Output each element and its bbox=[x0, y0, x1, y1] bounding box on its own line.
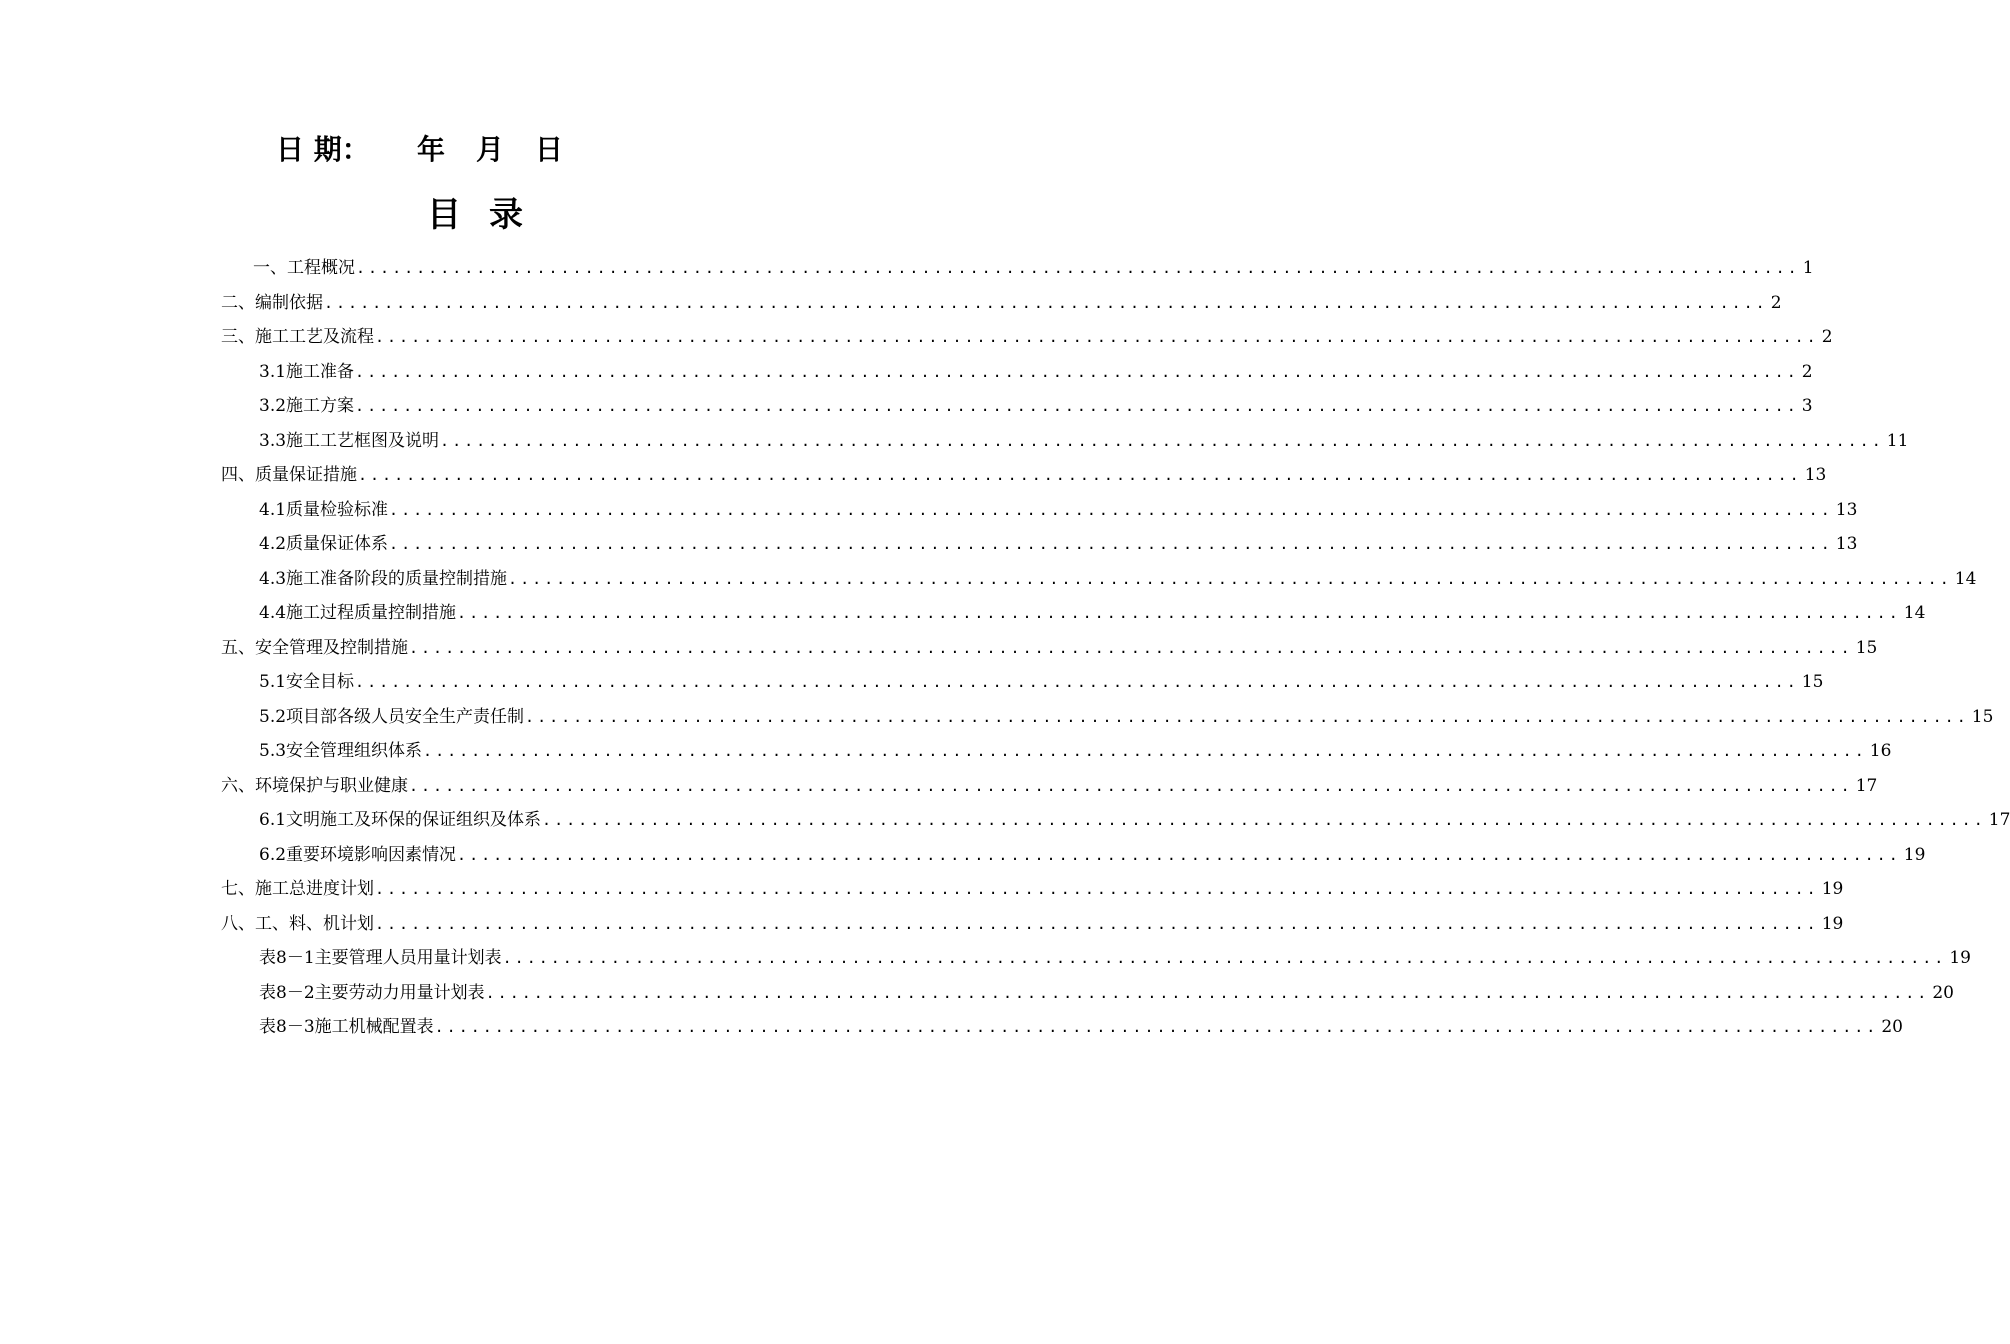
toc-entry-label: 项目部各级人员安全生产责任制 bbox=[286, 707, 525, 727]
toc-leader-dots: ........................................................................................................................ bbox=[355, 363, 1799, 381]
toc-entry-label: 施工过程质量控制措施 bbox=[286, 603, 457, 623]
toc-entry[interactable] bbox=[259, 429, 1909, 453]
toc-entry-number: 3.2 bbox=[259, 396, 287, 416]
toc-entry-number: 4.1 bbox=[259, 500, 287, 520]
toc-entry-number: 6.2 bbox=[259, 845, 287, 865]
toc-entry[interactable] bbox=[259, 981, 1954, 1005]
toc-entry-label: 文明施工及环保的保证组织及体系 bbox=[286, 810, 542, 830]
toc-entry-number: 4.4 bbox=[259, 603, 287, 623]
toc-entry-number: 3.1 bbox=[259, 362, 287, 382]
toc-entry-page: 13 bbox=[1804, 465, 1827, 485]
toc-entry-label: 主要管理人员用量计划表 bbox=[314, 948, 502, 968]
toc-leader-dots: ........................................................................................................................ bbox=[355, 673, 1799, 691]
toc-leader-dots: ........................................................................................................................ bbox=[457, 604, 1901, 622]
toc-leader-dots: ........................................................................................................................ bbox=[423, 742, 1867, 760]
toc-entry-label: 施工方案 bbox=[286, 396, 355, 416]
toc-entry-label: 施工工艺框图及说明 bbox=[286, 431, 440, 451]
toc-entry-label: 安全目标 bbox=[286, 672, 355, 692]
toc-leader-dots: ........................................................................................................................ bbox=[375, 328, 1819, 346]
toc-entry-page: 14 bbox=[1903, 603, 1926, 623]
toc-entry[interactable] bbox=[221, 912, 1844, 936]
toc-leader-dots: ........................................................................................................................ bbox=[508, 570, 1952, 588]
toc-entry[interactable] bbox=[259, 360, 1813, 384]
toc-entry[interactable] bbox=[259, 670, 1824, 694]
toc-entry-page: 1 bbox=[1802, 258, 1814, 278]
toc-entry[interactable] bbox=[259, 705, 1994, 729]
toc-leader-dots: ........................................................................................................................ bbox=[358, 466, 1802, 484]
toc-leader-dots: ........................................................................................................................ bbox=[434, 1018, 1879, 1036]
toc-leader-dots: ........................................................................................................................ bbox=[409, 777, 1853, 795]
toc-leader-dots: ........................................................................................................................ bbox=[457, 846, 1901, 864]
toc-leader-dots: ........................................................................................................................ bbox=[355, 397, 1799, 415]
toc-entry-page: 15 bbox=[1801, 672, 1824, 692]
toc-leader-dots: ........................................................................................................................ bbox=[502, 949, 1947, 967]
toc-entry-page: 20 bbox=[1932, 983, 1954, 1003]
toc-entry-number: 5.3 bbox=[259, 741, 287, 761]
toc-entry[interactable] bbox=[221, 636, 1878, 660]
toc-entry-page: 13 bbox=[1835, 500, 1858, 520]
toc-entry-label: 施工准备阶段的质量控制措施 bbox=[286, 569, 508, 589]
toc-entry[interactable] bbox=[259, 498, 1858, 522]
toc-leader-dots: ........................................................................................................................ bbox=[440, 432, 1884, 450]
toc-leader-dots: ........................................................................................................................ bbox=[389, 535, 1833, 553]
toc-entry-label: 安全管理组织体系 bbox=[286, 741, 423, 761]
toc-entry-number: 4.2 bbox=[259, 534, 287, 554]
date-label: 日 期： bbox=[276, 133, 370, 166]
toc-entry[interactable] bbox=[253, 256, 1814, 280]
toc-entry-page: 3 bbox=[1801, 396, 1813, 416]
toc-entry-page: 17 bbox=[1988, 810, 2010, 830]
toc-entry-label: 六、环境保护与职业健康 bbox=[221, 776, 408, 796]
toc-entry[interactable] bbox=[259, 532, 1858, 556]
toc-leader-dots: ........................................................................................................................ bbox=[389, 501, 1833, 519]
toc-entry-number: 表8－2 bbox=[259, 983, 315, 1003]
toc-entry-page: 15 bbox=[1971, 707, 1994, 727]
toc-entry-page: 2 bbox=[1821, 327, 1833, 347]
toc-entry-label: 三、施工工艺及流程 bbox=[221, 327, 374, 347]
toc-entry-label: 主要劳动力用量计划表 bbox=[314, 983, 485, 1003]
toc-entry[interactable] bbox=[221, 463, 1827, 487]
toc-entry-label: 四、质量保证措施 bbox=[221, 465, 357, 485]
toc-entry-number: 5.1 bbox=[259, 672, 287, 692]
toc-entry-page: 19 bbox=[1821, 914, 1844, 934]
toc-entry[interactable] bbox=[259, 1015, 1903, 1039]
date-day: 日 bbox=[535, 133, 564, 166]
toc-leader-dots: ........................................................................................................................ bbox=[375, 915, 1819, 933]
toc-leader-dots: ........................................................................................................................ bbox=[324, 294, 1768, 312]
toc-entry-number: 6.1 bbox=[259, 810, 287, 830]
toc-entry-page: 2 bbox=[1770, 293, 1782, 313]
toc-entry-page: 20 bbox=[1881, 1017, 1903, 1037]
toc-entry[interactable] bbox=[259, 739, 1892, 763]
date-month: 月 bbox=[476, 133, 505, 166]
toc-entry-page: 19 bbox=[1903, 845, 1926, 865]
toc-entry-label: 八、工、料、机计划 bbox=[221, 914, 374, 934]
toc-entry-page: 13 bbox=[1835, 534, 1858, 554]
toc-entry[interactable] bbox=[259, 394, 1813, 418]
toc-entry[interactable] bbox=[221, 291, 1782, 315]
toc-entry-page: 11 bbox=[1886, 431, 1909, 451]
toc-entry[interactable] bbox=[221, 325, 1833, 349]
toc-entry-page: 2 bbox=[1801, 362, 1813, 382]
toc-entry[interactable] bbox=[259, 808, 2010, 832]
toc-entry-page: 19 bbox=[1949, 948, 1971, 968]
toc-entry-label: 施工准备 bbox=[286, 362, 355, 382]
toc-leader-dots: ........................................................................................................................ bbox=[375, 880, 1819, 898]
toc-leader-dots: ........................................................................................................................ bbox=[485, 984, 1930, 1002]
toc-entry[interactable] bbox=[221, 877, 1844, 901]
toc-leader-dots: ........................................................................................................................ bbox=[356, 259, 1800, 277]
toc-entry-label: 质量保证体系 bbox=[286, 534, 389, 554]
toc-entry-label: 一、工程概况 bbox=[253, 258, 355, 278]
toc-entry-label: 二、编制依据 bbox=[221, 293, 323, 313]
toc-leader-dots: ........................................................................................................................ bbox=[525, 708, 1969, 726]
toc-entry-page: 19 bbox=[1821, 879, 1844, 899]
toc-leader-dots: ........................................................................................................................ bbox=[542, 811, 1986, 829]
toc-entry-label: 质量检验标准 bbox=[286, 500, 389, 520]
toc-entry-page: 15 bbox=[1855, 638, 1878, 658]
toc-entry-page: 16 bbox=[1869, 741, 1892, 761]
toc-title: 目录 bbox=[427, 195, 551, 235]
toc-entry[interactable] bbox=[259, 843, 1926, 867]
toc-entry-number: 表8－1 bbox=[259, 948, 315, 968]
toc-entry-number: 表8－3 bbox=[259, 1017, 315, 1037]
toc-entry-number: 4.3 bbox=[259, 569, 287, 589]
toc-entry-page: 14 bbox=[1954, 569, 1977, 589]
toc-entry-label: 重要环境影响因素情况 bbox=[286, 845, 457, 865]
toc-entry-number: 5.2 bbox=[259, 707, 287, 727]
toc-entry[interactable] bbox=[221, 774, 1878, 798]
toc-entry-label: 施工机械配置表 bbox=[314, 1017, 434, 1037]
toc-entry[interactable] bbox=[259, 601, 1926, 625]
toc-entry-page: 17 bbox=[1855, 776, 1878, 796]
toc-entry-number: 3.3 bbox=[259, 431, 287, 451]
date-year: 年 bbox=[417, 133, 446, 166]
toc-entry-label: 五、安全管理及控制措施 bbox=[221, 638, 408, 658]
toc-entry[interactable] bbox=[259, 567, 1977, 591]
toc-entry[interactable] bbox=[259, 946, 1971, 970]
toc-leader-dots: ........................................................................................................................ bbox=[409, 639, 1853, 657]
toc-entry-label: 七、施工总进度计划 bbox=[221, 879, 374, 899]
